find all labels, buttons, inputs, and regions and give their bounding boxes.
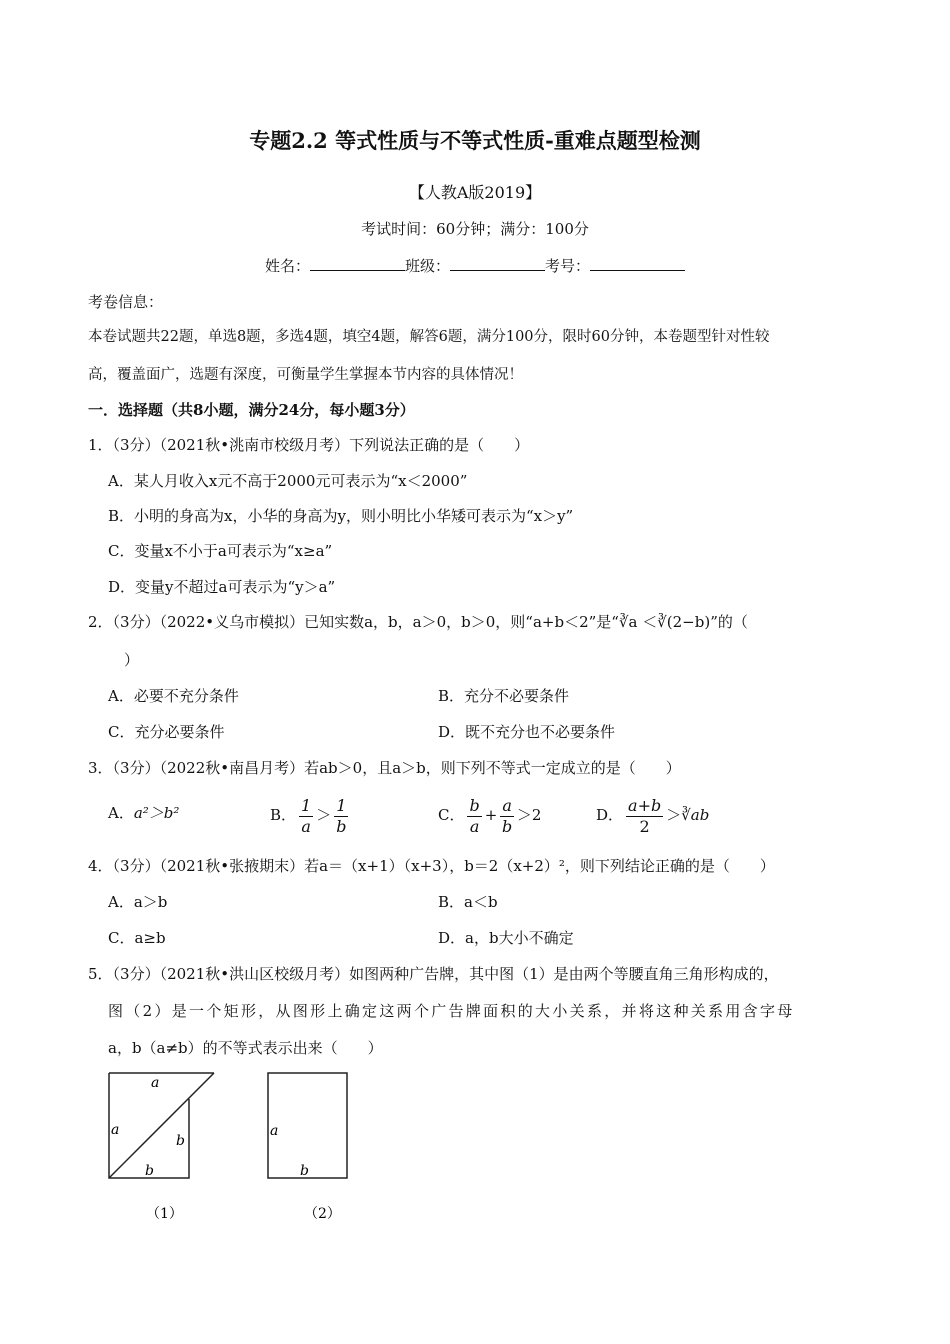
q2-option-d[interactable]: D．既不充分也不必要条件 — [438, 723, 616, 741]
question-4-stem: 4．（3分）（2021秋•张掖期末）若a＝（x+1）（x+3），b＝2（x+2）²，则下列结论正确的是（ ） — [88, 857, 775, 875]
question-5-stem: a，b（a≠b）的不等式表示出来（ ） — [108, 1039, 383, 1057]
q2-option-c[interactable]: C．充分必要条件 — [108, 723, 225, 741]
numerator: a+b — [628, 795, 662, 815]
option-label: B． — [270, 806, 297, 824]
gt: ＞ — [316, 806, 332, 824]
option-expr: a²＞b² — [133, 804, 180, 822]
q1-option-d[interactable]: D．变量y不超过a可表示为“y＞a” — [108, 578, 336, 596]
page-title: 专题2.2 等式性质与不等式性质-重难点题型检测 — [249, 128, 701, 153]
q1-option-a[interactable]: A．某人月收入x元不高于2000元可表示为“x＜2000” — [108, 472, 468, 490]
numerator: 1 — [301, 795, 312, 815]
fig1-label-right: b — [176, 1133, 185, 1149]
denominator: b — [501, 816, 513, 836]
denominator: a — [469, 816, 480, 836]
info-line: 本卷试题共22题，单选8题，多选4题，填空4题，解答6题，满分100分，限时60分钟，本卷题型针对性较 — [88, 329, 770, 345]
fig1-label-top: a — [151, 1075, 160, 1091]
fig2-caption: （2） — [304, 1206, 341, 1222]
info-line: 高，覆盖面广，选题有深度，可衡量学生掌握本节内容的具体情况！ — [88, 367, 523, 383]
class-label: 班级： — [404, 257, 450, 275]
denominator: a — [301, 816, 311, 836]
option-label: C． — [438, 806, 465, 824]
name-label: 姓名： — [264, 257, 310, 275]
numerator: b — [469, 795, 480, 815]
gt: ＞ — [666, 806, 682, 824]
q4-option-d[interactable]: D．a，b大小不确定 — [438, 929, 574, 947]
figure-1 — [109, 1073, 214, 1178]
question-5-stem: 图（2）是一个矩形，从图形上确定这两个广告牌面积的大小关系，并将这种关系用含字母 — [108, 1002, 795, 1020]
cube-root-ab: ∛ab — [681, 806, 710, 824]
q4-option-a[interactable]: A．a＞b — [108, 893, 168, 911]
q4-option-c[interactable]: C．a≥b — [108, 929, 166, 947]
q1-option-c[interactable]: C．变量x不小于a可表示为“x≥a” — [108, 542, 333, 560]
option-label: D． — [596, 806, 624, 824]
numerator: 1 — [336, 795, 347, 815]
fig1-label-bottom: b — [145, 1163, 154, 1179]
question-3-stem: 3．（3分）（2022秋•南昌月考）若ab＞0，且a＞b，则下列不等式一定成立的是（ ） — [88, 759, 681, 777]
gt-two: ＞2 — [516, 806, 542, 824]
numerator: a — [502, 795, 512, 815]
fig1-label-left: a — [111, 1122, 120, 1138]
id-label: 考号： — [545, 257, 591, 275]
q4-option-b[interactable]: B．a＜b — [438, 893, 498, 911]
option-label: A． — [108, 804, 134, 822]
fig1-caption: （1） — [146, 1206, 183, 1222]
question-2-stem: 2．（3分）（2022•义乌市模拟）已知实数a，b，a＞0，b＞0，则“a+b＜2”是“∛a ＜∛(2−b)”的（ — [88, 613, 748, 631]
question-5-stem: 5．（3分）（2021秋•洪山区校级月考）如图两种广告牌，其中图（1）是由两个等腰直角三角形构成的， — [88, 965, 779, 983]
fig2-label-bottom: b — [300, 1163, 309, 1179]
q1-option-b[interactable]: B．小明的身高为x，小华的身高为y，则小明比小华矮可表示为“x＞y” — [108, 507, 574, 525]
section-heading: 一．选择题（共8小题，满分24分，每小题3分） — [88, 401, 415, 419]
plus: + — [484, 806, 498, 824]
exam-info: 考试时间：60分钟；满分：100分 — [361, 220, 589, 238]
question-2-stem-end: ） — [124, 651, 140, 669]
info-heading: 考卷信息： — [88, 293, 164, 311]
question-1-stem: 1．（3分）（2021秋•洮南市校级月考）下列说法正确的是（ ） — [88, 436, 530, 454]
denominator: 2 — [639, 816, 650, 836]
q2-option-b[interactable]: B．充分不必要条件 — [438, 687, 570, 705]
denominator: b — [336, 816, 347, 836]
fig2-label-left: a — [270, 1123, 279, 1139]
q2-option-a[interactable]: A．必要不充分条件 — [108, 687, 239, 705]
edition-label: 【人教A版2019】 — [408, 183, 542, 202]
